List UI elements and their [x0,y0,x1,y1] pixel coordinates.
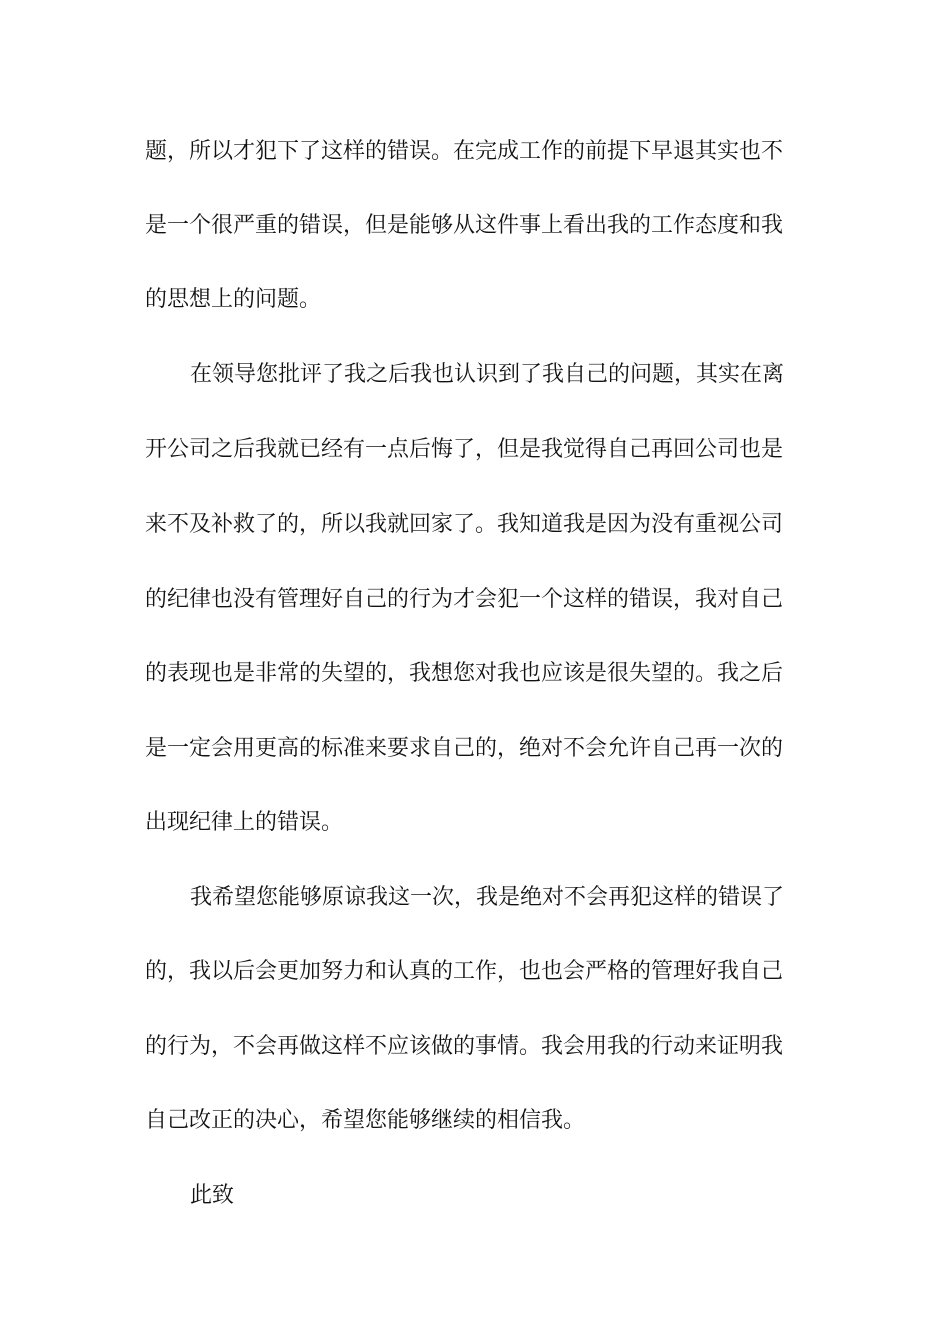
paragraph-line: 的，我以后会更加努力和认真的工作，也也会严格的管理好我自己 [145,959,784,984]
closing-salutation: 此致 [190,1183,235,1208]
paragraph-line: 题，所以才犯下了这样的错误。在完成工作的前提下早退其实也不 [145,139,784,164]
paragraph-line: 我希望您能够原谅我这一次，我是绝对不会再犯这样的错误了 [190,885,785,910]
paragraph-line: 来不及补救了的，所以我就回家了。我知道我是因为没有重视公司 [145,512,784,537]
paragraph-line: 在领导您批评了我之后我也认识到了我自己的问题，其实在离 [190,362,785,387]
paragraph-line: 的思想上的问题。 [145,287,322,312]
paragraph-line: 开公司之后我就已经有一点后悔了，但是我觉得自己再回公司也是 [145,437,784,462]
paragraph-line: 出现纪律上的错误。 [145,810,344,835]
paragraph-line: 的纪律也没有管理好自己的行为才会犯一个这样的错误，我对自己 [145,587,784,612]
paragraph-line: 是一个很严重的错误，但是能够从这件事上看出我的工作态度和我 [145,213,784,238]
paragraph-line: 的表现也是非常的失望的，我想您对我也应该是很失望的。我之后 [145,661,784,686]
paragraph-line: 的行为，不会再做这样不应该做的事情。我会用我的行动来证明我 [145,1034,784,1059]
paragraph-line: 自己改正的决心，希望您能够继续的相信我。 [145,1108,586,1133]
paragraph-line: 是一定会用更高的标准来要求自己的，绝对不会允许自己再一次的 [145,736,784,761]
